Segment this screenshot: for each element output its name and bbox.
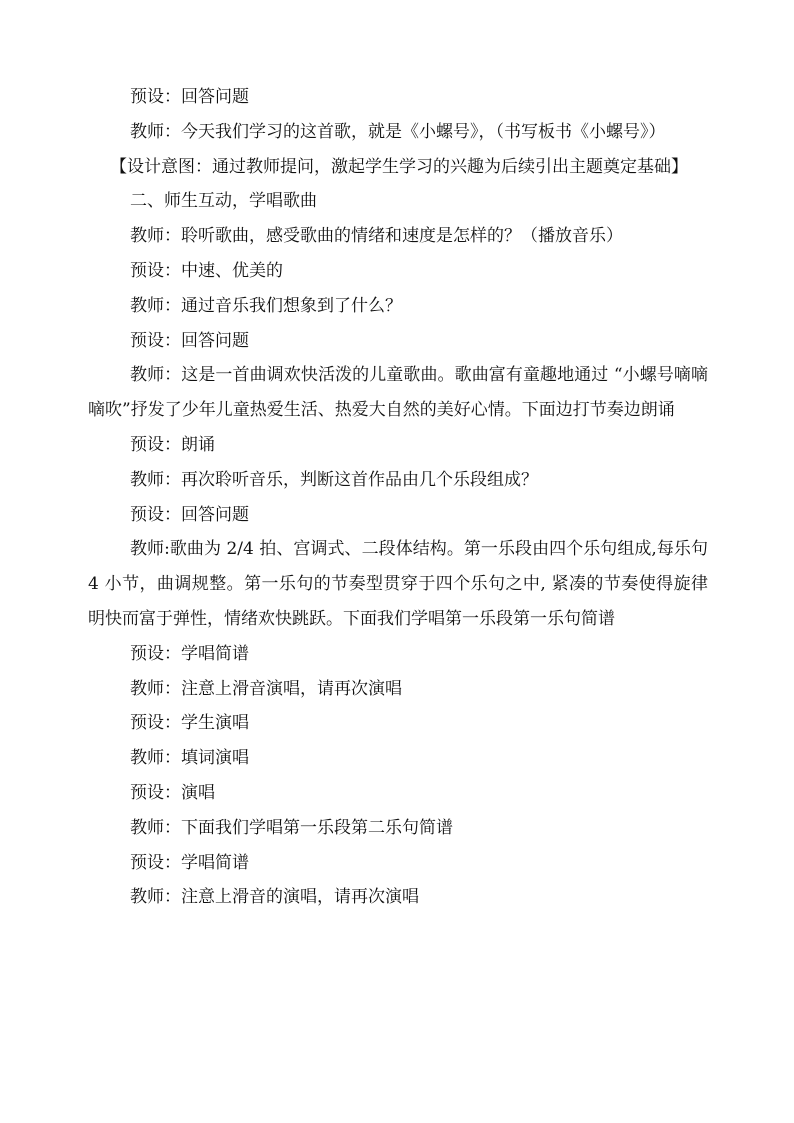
paragraph: 预设：学生演唱 — [130, 713, 249, 734]
paragraph: 预设：学唱简谱 — [130, 852, 249, 873]
paragraph: 教师：再次聆听音乐，判断这首作品由几个乐段组成？ — [130, 469, 538, 490]
paragraph: 预设：中速、优美的 — [130, 260, 283, 281]
paragraph: 预设：回答问题 — [130, 504, 249, 525]
paragraph: 预设：学唱简谱 — [130, 643, 249, 664]
paragraph: 教师：注意上滑音的演唱，请再次演唱 — [130, 887, 419, 908]
paragraph: 教师：今天我们学习的这首歌，就是《小螺号》，（书写板书《小螺号》） — [130, 121, 666, 142]
paragraph: 教师:歌曲为 2/4 拍、宫调式、二段体结构。第一乐段由四个乐句组成,每乐句 4 小节，曲调规整。第一乐句的节奏型贯穿于四个乐句之中, 紧凑的节奏使得旋律明快而富于弹性，情绪欢快跳跃。下面我们学唱第一乐段第一乐句简谱 — [88, 539, 708, 629]
paragraph: 教师：这是一首曲调欢快活泼的儿童歌曲。歌曲富有童趣地通过 “小螺号嘀嘀嘀吹”抒发了少年儿童热爱生活、热爱大自然的美好心情。下面边打节奏边朗诵 — [88, 365, 708, 421]
paragraph: 预设：回答问题 — [130, 330, 249, 351]
paragraph: 教师：填词演唱 — [130, 748, 249, 769]
paragraph: 教师：注意上滑音演唱，请再次演唱 — [130, 678, 402, 699]
paragraph: 教师：聆听歌曲，感受歌曲的情绪和速度是怎样的？（播放音乐） — [130, 226, 623, 247]
paragraph: 教师：通过音乐我们想象到了什么？ — [130, 295, 402, 316]
paragraph: 教师：下面我们学唱第一乐段第二乐句简谱 — [130, 817, 453, 838]
design-intent-note: 【设计意图：通过教师提问，激起学生学习的兴趣为后续引出主题奠定基础】 — [110, 156, 688, 177]
section-heading: 二、师生互动，学唱歌曲 — [130, 191, 317, 212]
paragraph: 预设：回答问题 — [130, 87, 249, 107]
paragraph: 预设：朗诵 — [130, 434, 215, 455]
paragraph: 预设：演唱 — [130, 782, 215, 803]
document-body — [88, 80, 708, 915]
